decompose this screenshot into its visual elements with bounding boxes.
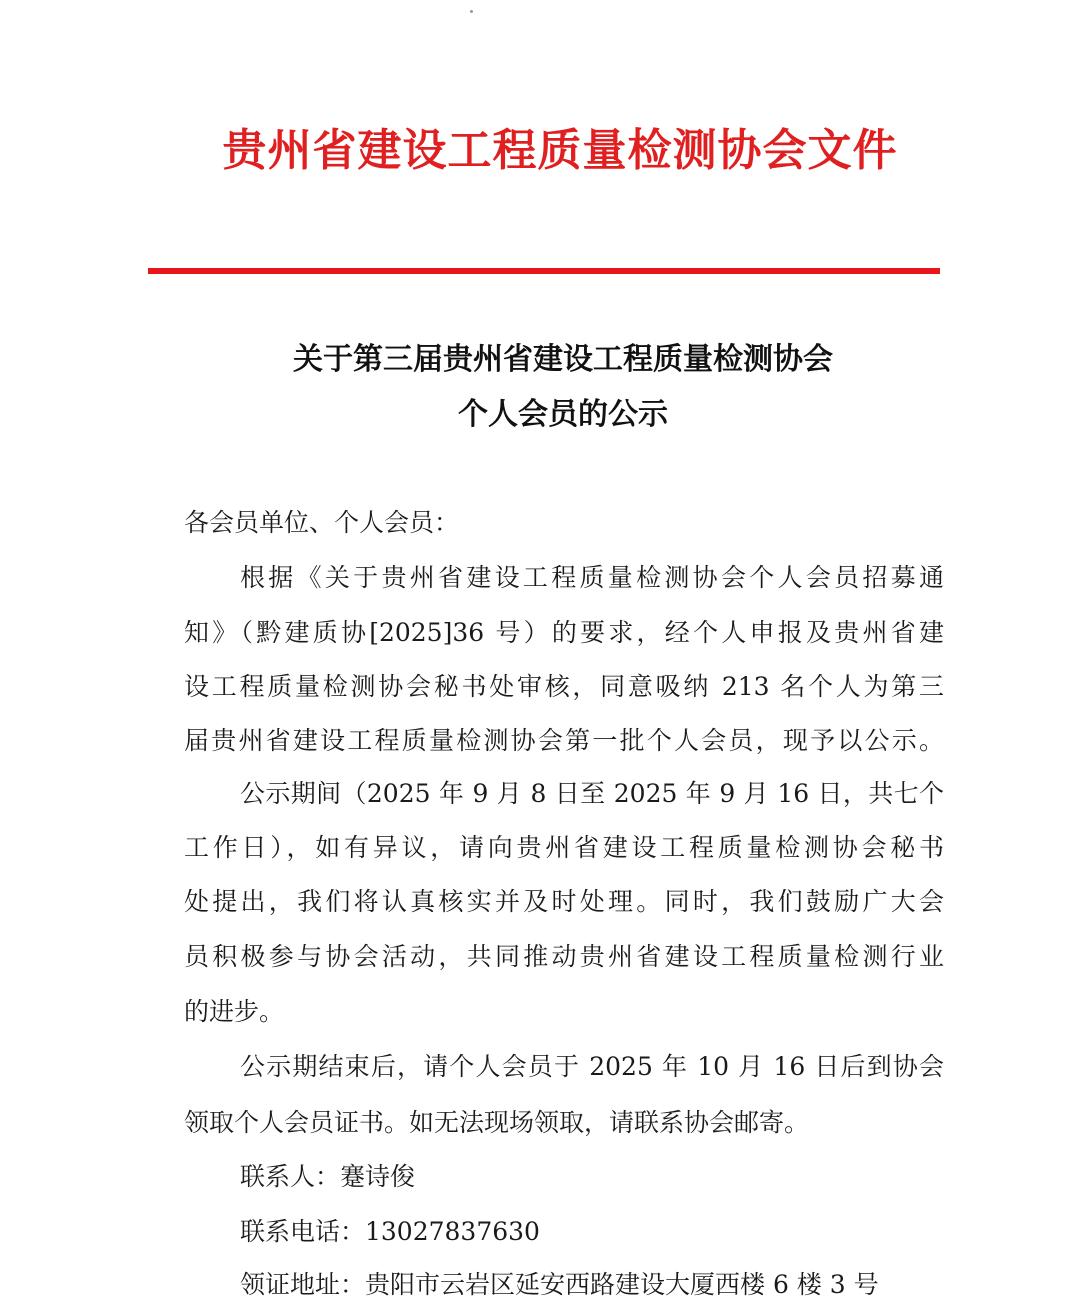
document-title-line-2: 个人会员的公示 <box>458 397 668 432</box>
paragraph-1-line-1: 根据《关于贵州省建设工程质量检测协会个人会员招募通 <box>240 563 944 592</box>
contact-person: 联系人：蹇诗俊 <box>240 1162 416 1191</box>
paragraph-2-line-3: 处提出，我们将认真核实并及时处理。同时，我们鼓励广大会 <box>184 887 944 916</box>
paragraph-2-line-2: 工作日），如有异议，请向贵州省建设工程质量检测协会秘书 <box>184 833 944 862</box>
scan-speck <box>470 10 473 13</box>
paragraph-1-line-4: 届贵州省建设工程质量检测协会第一批个人会员，现予以公示。 <box>184 726 944 755</box>
red-divider-rule <box>148 268 940 274</box>
document-title-line-1: 关于第三届贵州省建设工程质量检测协会 <box>293 342 833 377</box>
paragraph-3-line-1: 公示期结束后，请个人会员于 2025 年 10 月 16 日后到协会 <box>240 1052 944 1081</box>
paragraph-1-line-3: 设工程质量检测协会秘书处审核，同意吸纳 213 名个人为第三 <box>184 672 944 701</box>
pickup-address: 领证地址：贵阳市云岩区延安西路建设大厦西楼 6 楼 3 号 <box>240 1270 879 1299</box>
paragraph-2-line-1: 公示期间（2025 年 9 月 8 日至 2025 年 9 月 16 日，共七个 <box>240 779 944 808</box>
paragraph-1-line-2: 知》（黔建质协[2025]36 号）的要求，经个人申报及贵州省建 <box>184 618 944 647</box>
salutation: 各会员单位、个人会员： <box>184 508 460 537</box>
paragraph-2-line-4: 员积极参与协会活动，共同推动贵州省建设工程质量检测行业 <box>184 942 944 971</box>
document-header-title: 贵州省建设工程质量检测协会文件 <box>222 125 898 176</box>
contact-phone: 联系电话：13027837630 <box>240 1217 540 1246</box>
paragraph-2-line-5: 的进步。 <box>184 997 285 1026</box>
paragraph-3-line-2: 领取个人会员证书。如无法现场领取，请联系协会邮寄。 <box>184 1108 810 1137</box>
